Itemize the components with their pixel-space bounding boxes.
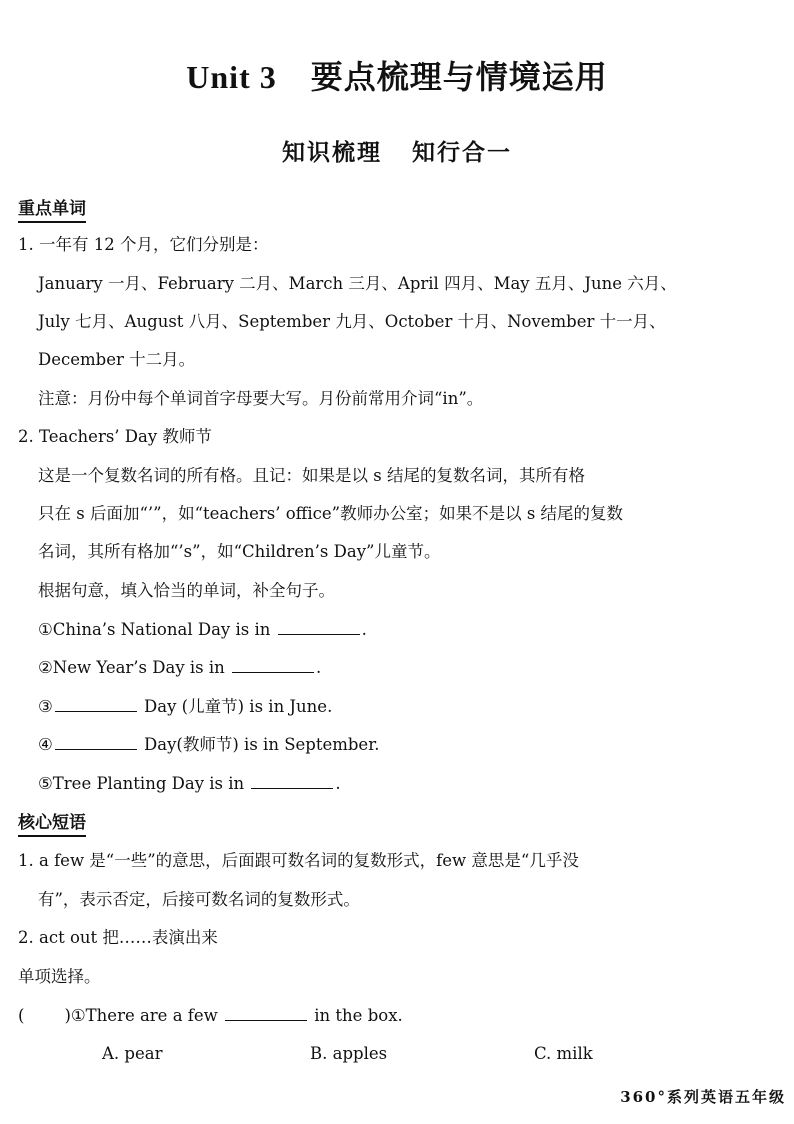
section-heading-key-words: 重点单词 <box>18 198 86 223</box>
explain-line-3: 名词，其所有格加“’s”，如“Children’s Day”儿童节。 <box>38 542 441 561</box>
question-2 <box>38 657 321 679</box>
cq1-blank[interactable] <box>225 1006 307 1021</box>
question-1 <box>38 619 367 641</box>
question-4 <box>38 734 380 756</box>
explain-line-1: 这是一个复数名词的所有格。且记：如果是以 s 结尾的复数名词，其所有格 <box>38 466 585 485</box>
cq1-prefix: )①There are a few <box>64 1006 218 1025</box>
q1-suffix: . <box>361 620 367 639</box>
q1-prefix: ①China’s National Day is in <box>38 620 271 639</box>
phrase1-line-1: 1. a few 是“一些”的意思，后面跟可数名词的复数形式，few 意思是“几乎没 <box>18 851 579 870</box>
choice-instruction: 单项选择。 <box>18 967 101 986</box>
q1-blank[interactable] <box>278 620 360 635</box>
item1-title: 1. 一年有 12 个月，它们分别是： <box>18 235 269 254</box>
fill-instruction: 根据句意，填入恰当的单词，补全句子。 <box>38 581 335 600</box>
series-footer: 360°系列英语五年级 <box>620 1088 786 1106</box>
page-subtitle <box>0 134 794 167</box>
q2-suffix: . <box>316 658 322 677</box>
option-c[interactable]: C. milk <box>534 1044 593 1063</box>
subtitle-left: 知识梳理 <box>282 140 382 166</box>
q5-blank[interactable] <box>251 774 333 789</box>
phrase1-line-2: 有”，表示否定，后接可数名词的复数形式。 <box>38 890 360 909</box>
q2-blank[interactable] <box>232 658 314 673</box>
question-3 <box>38 696 332 718</box>
months-line-1: January 一月、February 二月、March 三月、April 四月、May 五月、June 六月、 <box>38 274 677 293</box>
months-line-3: December 十二月。 <box>38 350 196 369</box>
cq1-suffix: in the box. <box>314 1006 403 1025</box>
answer-paren-open: ( <box>18 1006 25 1025</box>
q3-suffix: Day (儿童节) is in June. <box>144 697 333 716</box>
section-heading-core-phrases: 核心短语 <box>18 812 86 837</box>
q4-prefix: ④ <box>38 735 53 754</box>
page-title <box>0 52 794 98</box>
q3-blank[interactable] <box>55 697 137 712</box>
item2-title: 2. Teachers’ Day 教师节 <box>18 427 212 446</box>
title-text: 要点梳理与情境运用 <box>310 58 608 96</box>
q4-blank[interactable] <box>55 735 137 750</box>
q5-prefix: ⑤Tree Planting Day is in <box>38 774 245 793</box>
note-line: 注意：月份中每个单词首字母要大写。月份前常用介词“in”。 <box>38 389 484 408</box>
phrase2: 2. act out 把……表演出来 <box>18 928 218 947</box>
subtitle-right: 知行合一 <box>412 140 512 166</box>
q4-suffix: Day(教师节) is in September. <box>144 735 380 754</box>
option-b[interactable]: B. apples <box>310 1044 388 1063</box>
unit-label: Unit 3 <box>186 59 277 95</box>
option-a[interactable]: A. pear <box>102 1044 163 1063</box>
q3-prefix: ③ <box>38 697 53 716</box>
q5-suffix: . <box>335 774 341 793</box>
months-line-2: July 七月、August 八月、September 九月、October 十月、November 十一月、 <box>38 312 666 331</box>
q2-prefix: ②New Year’s Day is in <box>38 658 225 677</box>
question-5 <box>38 773 341 795</box>
choice-question-1 <box>18 1005 403 1027</box>
explain-line-2: 只在 s 后面加“’”，如“teachers’ office”教师办公室；如果不是以 s 结尾的复数 <box>38 504 624 523</box>
